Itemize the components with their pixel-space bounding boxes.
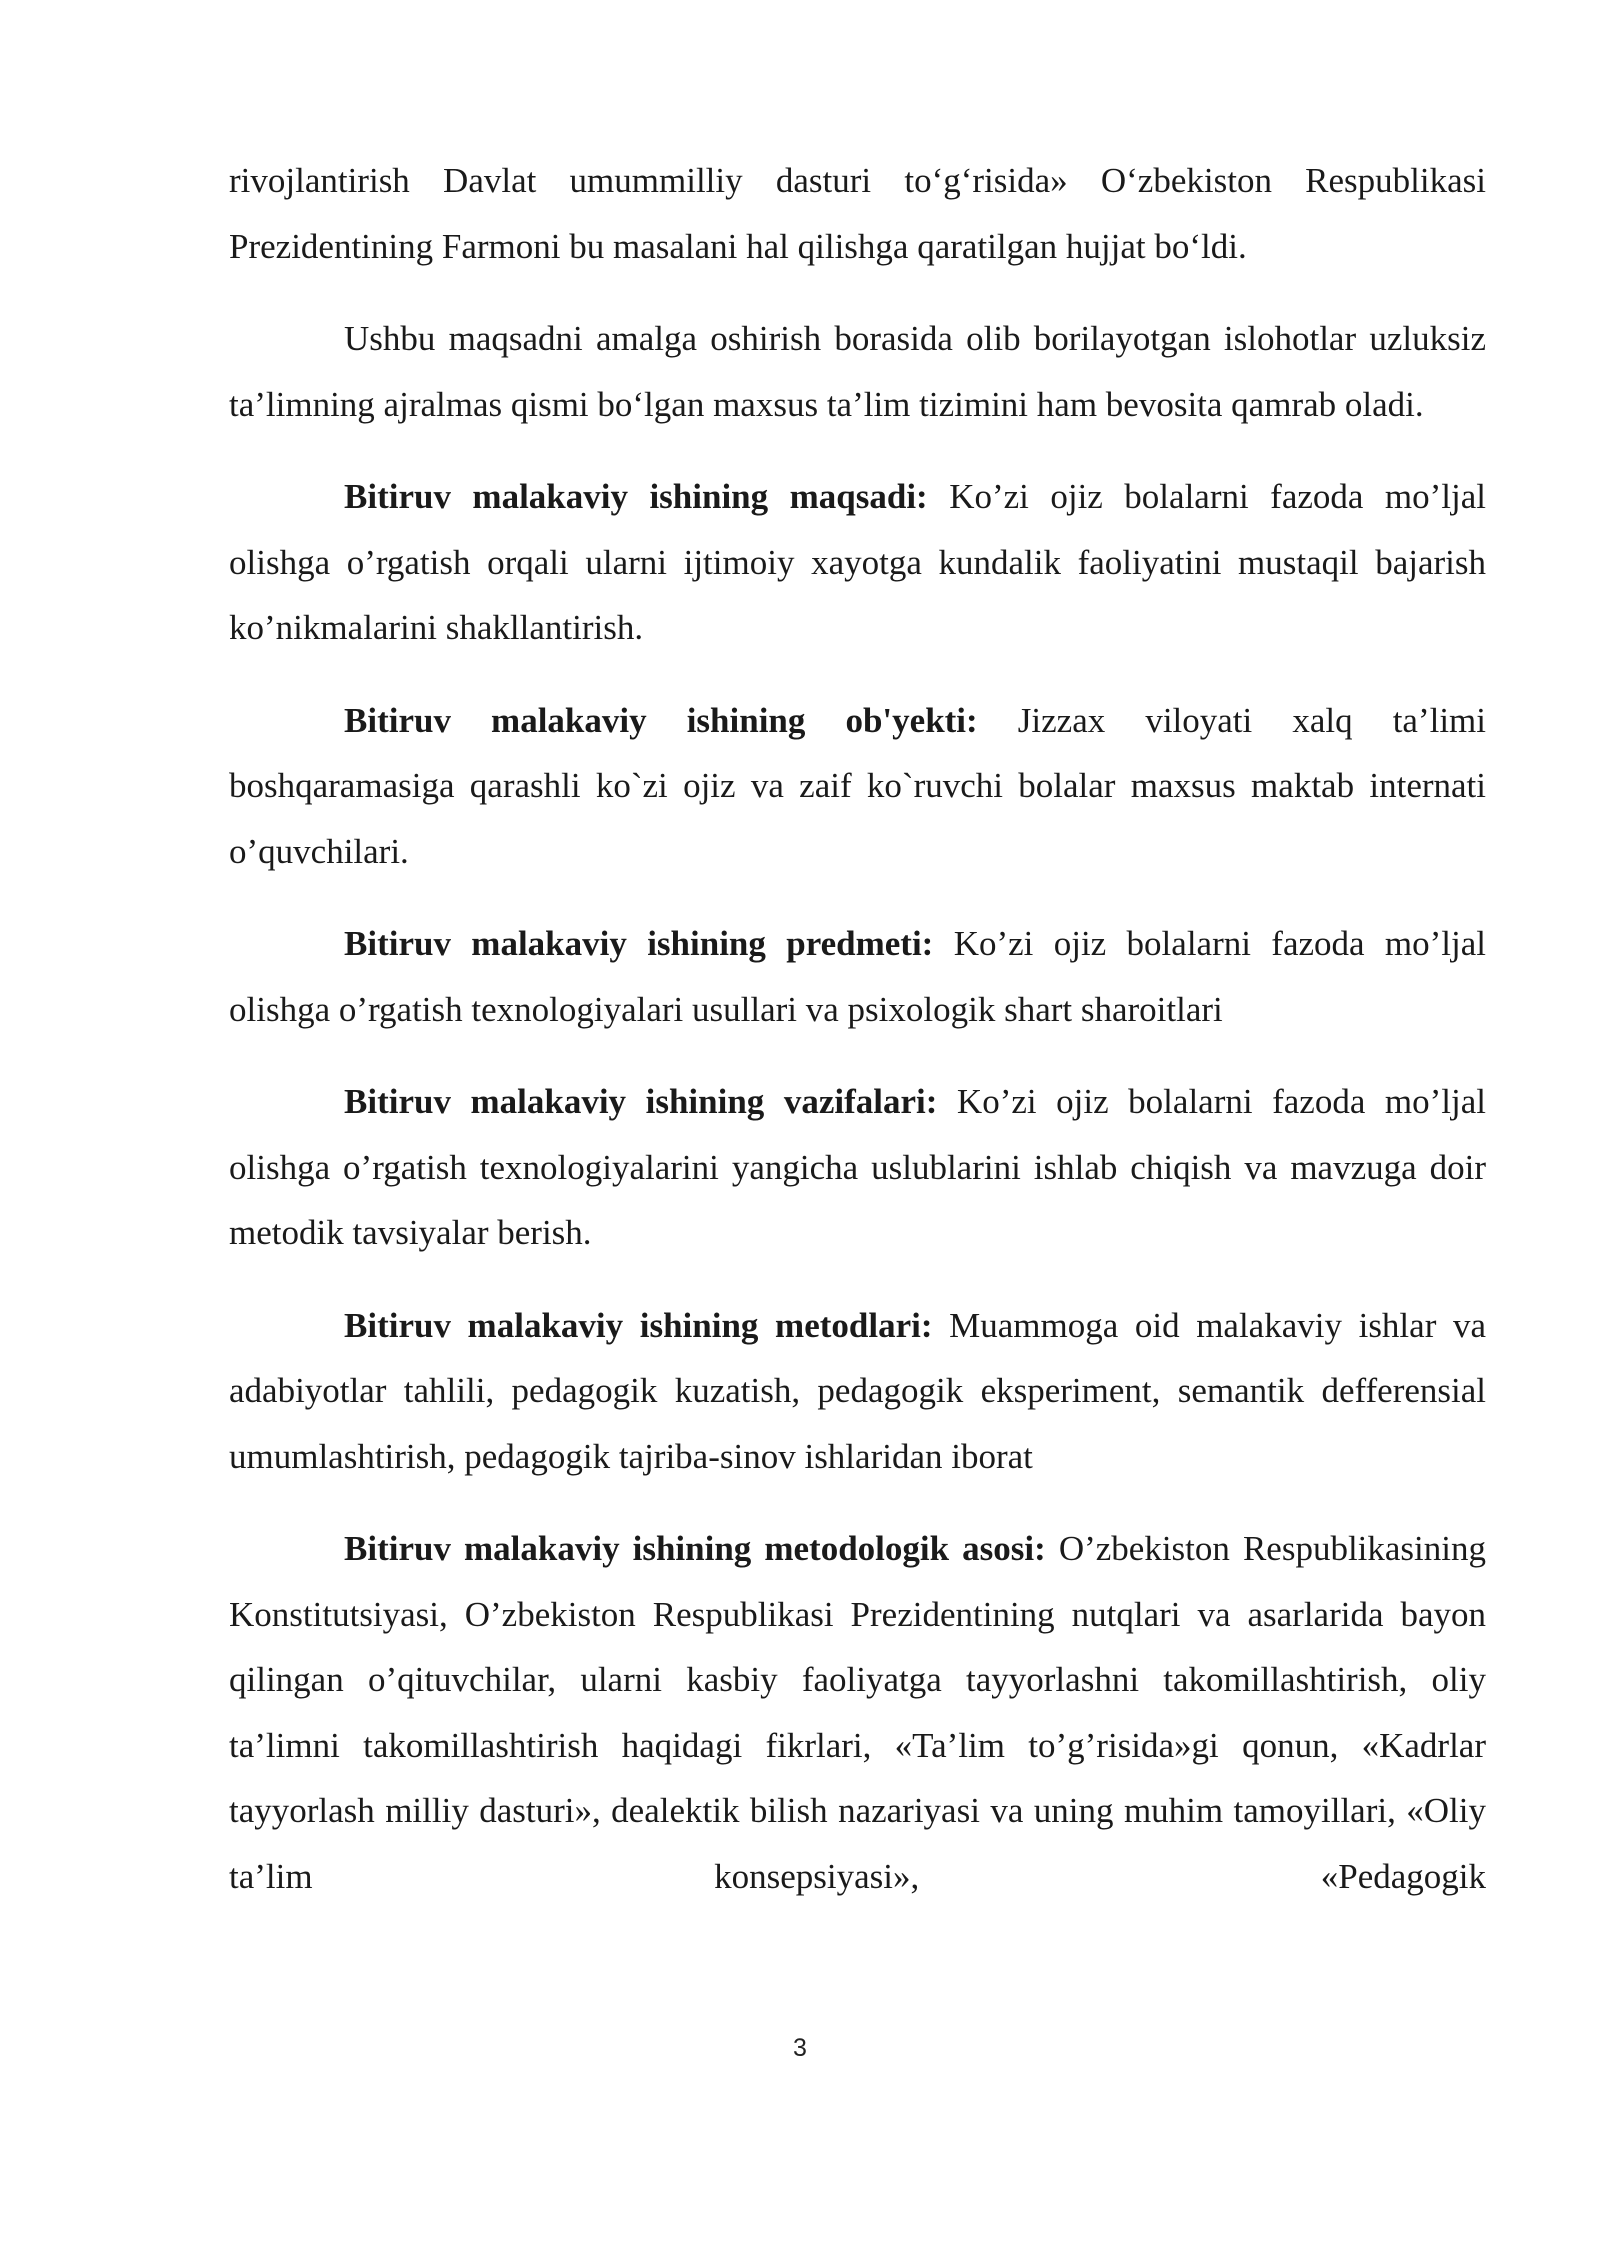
document-body xyxy=(229,148,1486,1909)
paragraph-reforms xyxy=(229,306,1486,437)
paragraph-heading: Bitiruv malakaviy ishining vazifalari: xyxy=(344,1082,938,1121)
paragraph-methodological-basis xyxy=(229,1516,1486,1909)
page-number: 3 xyxy=(793,2034,807,2062)
paragraph-decree-continuation xyxy=(229,148,1486,279)
paragraph-heading: Bitiruv malakaviy ishining ob'yekti: xyxy=(344,700,978,740)
paragraph-text: Muammoga oid malakaviy ishlar va adabiyotlar tahlili, pedagogik kuzatish, pedagogik eksperiment, semantik defferensial umumlashtirish, pedagogik tajriba-sinov ishlaridan iborat xyxy=(229,1305,1486,1476)
paragraph-text: Ushbu maqsadni amalga oshirish borasida olib borilayotgan islohotlar uzluksiz ta’limning ajralmas qismi bo‘lgan maxsus ta’lim tizimini ham bevosita qamrab oladi. xyxy=(229,319,1486,424)
paragraph-heading: Bitiruv malakaviy ishining metodlari: xyxy=(344,1305,933,1345)
paragraph-text: O’zbekiston Respublikasining Konstitutsiyasi, O’zbekiston Respublikasi Prezidentining nutqlari va asarlarida bayon qilingan o’qituvchilar, ularni kasbiy faoliyatga tayyorlashni takomillashtirish, oliy ta’limni takomillashtirish haqidagi fikrlari, «Ta’lim to’g’risida»gi qonun, «Kadrlar tayyorlash milliy dasturi», dealektik bilish nazariyasi va uning muhim tamoyillari, «Oliy ta’lim konsepsiyasi», «Pedagogik xyxy=(229,1529,1486,1896)
paragraph-heading: Bitiruv malakaviy ishining maqsadi: xyxy=(344,477,928,516)
paragraph-heading: Bitiruv malakaviy ishining predmeti: xyxy=(344,924,934,963)
paragraph-tasks xyxy=(229,1069,1486,1266)
paragraph-subject xyxy=(229,911,1486,1042)
paragraph-text: Ko’zi ojiz bolalarni fazoda mo’ljal olishga o’rgatish orqali ularni ijtimoiy xayotga kundalik faoliyatini mustaqil bajarish ko’nikmalarini shakllantirish. xyxy=(229,477,1486,647)
paragraph-text: Ko’zi ojiz bolalarni fazoda mo’ljal olishga o’rgatish texnologiyalarini yangicha uslublarini ishlab chiqish va mavzuga doir metodik tavsiyalar berish. xyxy=(229,1082,1487,1252)
paragraph-heading: Bitiruv malakaviy ishining metodologik asosi: xyxy=(344,1529,1046,1568)
paragraph-goal xyxy=(229,464,1486,661)
paragraph-text: Jizzax viloyati xalq ta’limi boshqaramasiga qarashli ko`zi ojiz va zaif ko`ruvchi bolalar maxsus maktab internati o’quvchilari. xyxy=(229,700,1487,871)
paragraph-methods xyxy=(229,1293,1486,1490)
paragraph-object xyxy=(229,688,1486,885)
paragraph-text: rivojlantirish Davlat umummilliy dasturi to‘g‘risida» O‘zbekiston Respublikasi Prezidentining Farmoni bu masalani hal qilishga qaratilgan hujjat bo‘ldi. xyxy=(229,161,1486,266)
paragraph-text: Ko’zi ojiz bolalarni fazoda mo’ljal olishga o’rgatish texnologiyalari usullari va psixologik shart sharoitlari xyxy=(229,924,1486,1029)
